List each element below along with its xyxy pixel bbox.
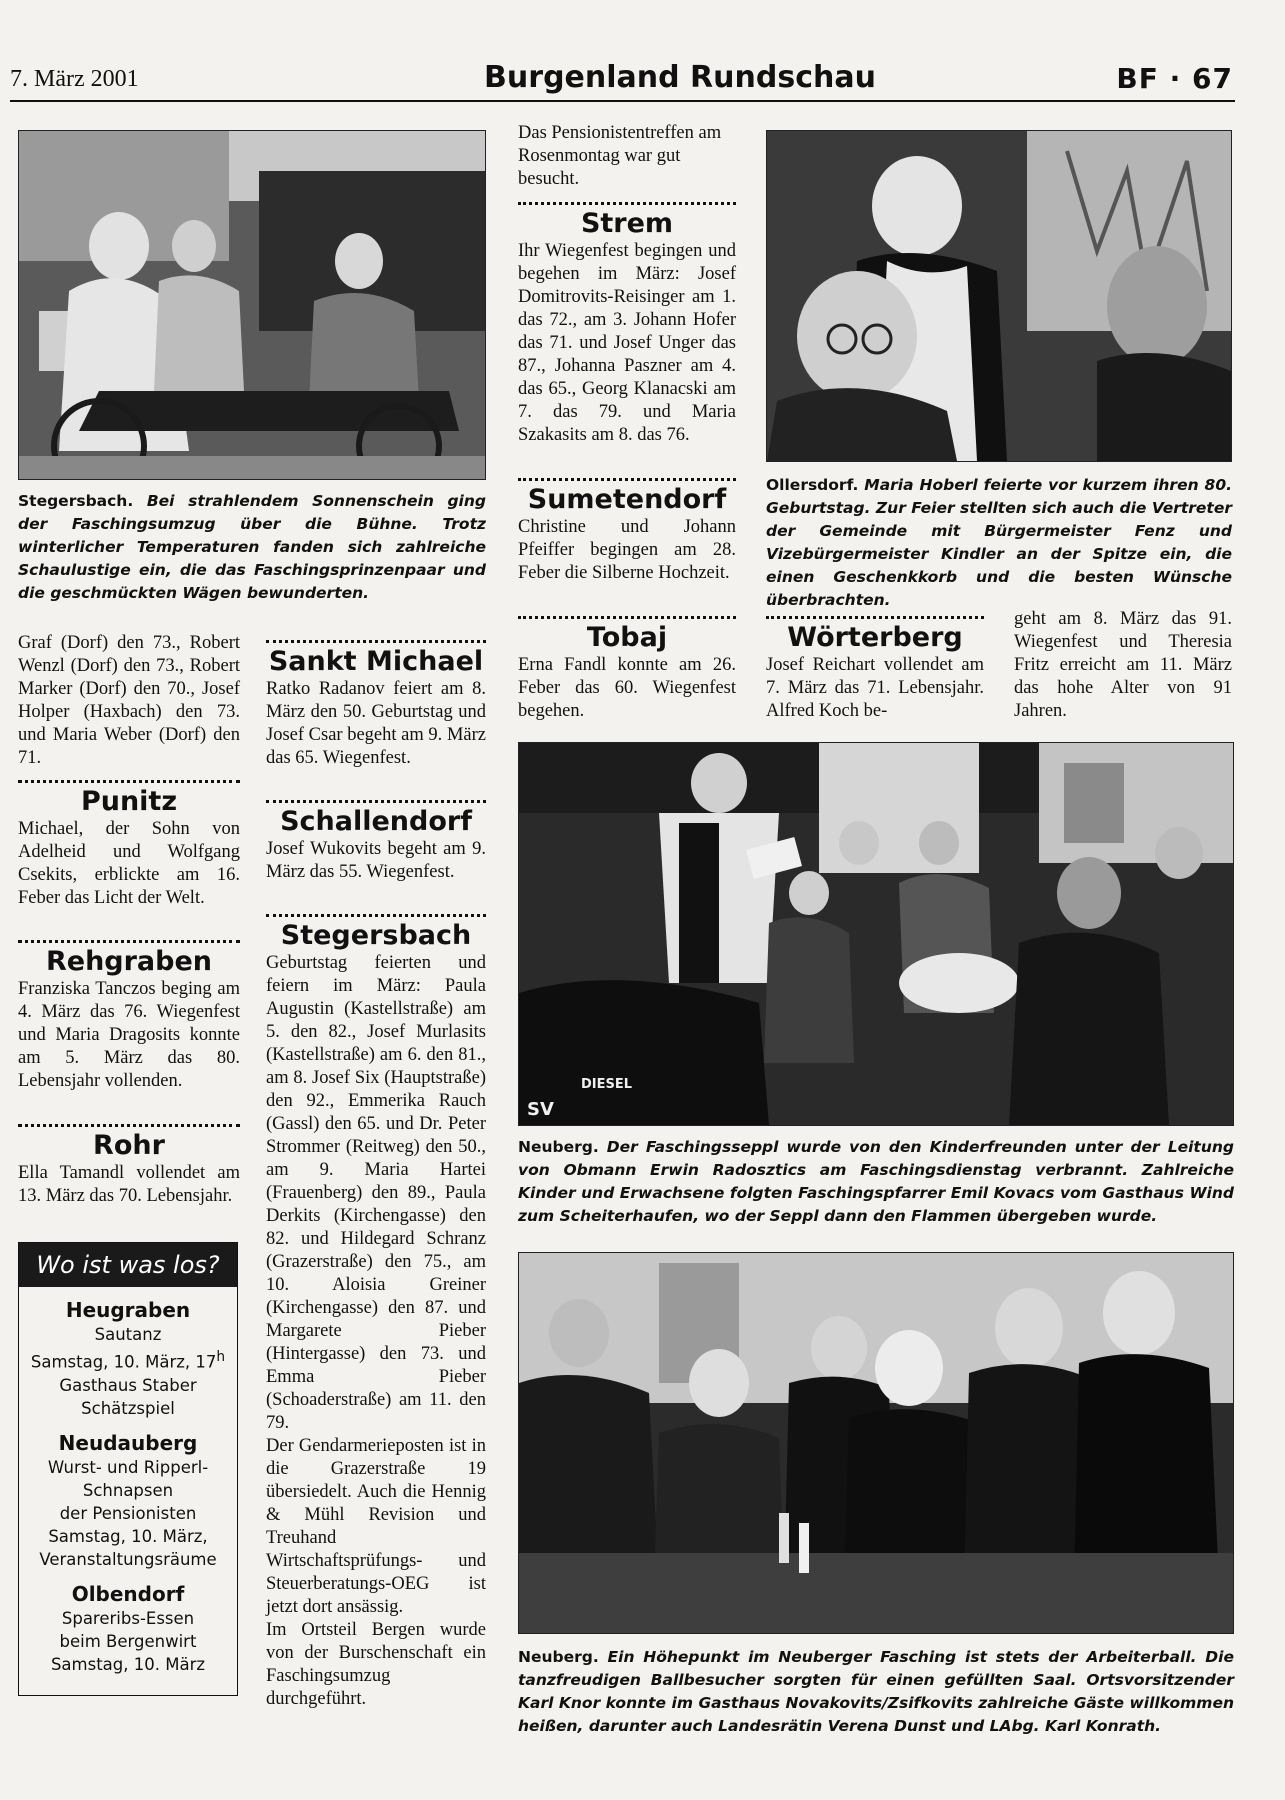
divider — [18, 780, 240, 783]
event-line: Samstag, 10. März — [50, 1654, 206, 1674]
header-rule — [10, 100, 1235, 102]
divider — [518, 478, 736, 481]
caption-text: Maria Hoberl feierte vor kurzem ihren 80. Geburtstag. Zur Feier stellten sich auch die Vertreter der Gemeinde mit Bürgermeister Fenz und Vizebürgermeister Kindler an der Spitze ein, die einen Geschenkkorb und die besten Wünsche überbrachten. — [766, 476, 1232, 609]
text-tobaj: Erna Fandl konnte am 26. Feber das 60. Wiegenfest begehen. — [518, 655, 736, 721]
caption-text: Ein Höhepunkt im Neuberger Fasching ist stets der Arbeiterball. Die tanzfreudigen Ballbesucher sorgten für einen gefüllten Saal. Ortsvorsitzender Karl Knor konnte im Gasthaus Novakovits/Zsifkovits zahlreiche Gäste willkommen heißen, darunter auch Landesrätin Verena Dunst und LAbg. Karl Konrath. — [518, 1648, 1234, 1735]
heading-schallendorf: Schallendorf — [280, 806, 472, 837]
col1-intro: Graf (Dorf) den 73., Robert Wenzl (Dorf) den 73., Robert Marker (Dorf) den 70., Josef Holper (Haxbach) den 73. und Maria Weber (Dorf) den 71. — [18, 633, 240, 768]
heading-tobaj: Tobaj — [586, 622, 668, 653]
event-line: Samstag, 10. März, — [48, 1526, 208, 1546]
caption-place: Neuberg. — [518, 1648, 599, 1666]
caption-ollersdorf — [766, 474, 1232, 612]
heading-rohr: Rohr — [93, 1130, 165, 1161]
divider — [266, 800, 486, 803]
events-box — [18, 1242, 238, 1696]
text-stegersbach-bergen: Im Ortsteil Bergen wurde von der Burschenschaft ein Faschingsumzug durchgeführt. — [266, 1620, 486, 1709]
event-time-unit: h — [216, 1349, 226, 1365]
caption-place: Stegersbach. — [18, 492, 134, 510]
text-sankt-michael: Ratko Radanov feiert am 8. März den 50. Geburtstag und Josef Csar begeht am 9. März das 65. Wiegenfest. — [266, 679, 486, 768]
photo-carriage — [18, 130, 486, 480]
event-line: beim Bergenwirt — [59, 1631, 197, 1651]
text-stegersbach-birthdays: Geburtstag feierten und feiern im März: Paula Augustin (Kastellstraße) am 5. den 82., Josef Murlasits (Kastellstraße) am 6. den 81., am 8. Josef Six (Hauptstraße) den 92., Emmerika Rauch (Gassl) den 65. und Dr. Peter Strommer (Reitweg) den 50., am 9. Maria Hartei (Frauenberg) den 89., Paula Derkits (Kirchengasse) den 82. und Hildegard Schranz (Grazerstraße) den 75., am 10. Aloisia Greiner (Kirchengasse) den 87. und Margarete Pieber (Hintergasse) den 73. und Emma Pieber (Schoaderstraße) am 11. den 79. — [266, 953, 486, 1433]
events-box-title: Wo ist was los? — [19, 1243, 237, 1287]
event-place-heugraben: Heugraben — [65, 1298, 191, 1322]
heading-rehgraben: Rehgraben — [45, 946, 213, 977]
text-punitz: Michael, der Sohn von Adelheid und Wolfgang Csekits, erblickte am 16. Feber das Licht der Welt. — [18, 819, 240, 908]
divider — [518, 202, 736, 205]
event-place-neudauberg: Neudauberg — [58, 1430, 198, 1455]
photo-text-sv: SV — [527, 1099, 554, 1120]
event-line — [19, 1346, 237, 1374]
issue-date: 7. März 2001 — [10, 66, 139, 92]
caption-neuberg-fasching — [518, 1136, 1234, 1228]
event-line: der Pensionisten — [59, 1503, 197, 1523]
photo-text-diesel: DIESEL — [581, 1077, 633, 1092]
event-line: Sautanz — [94, 1325, 162, 1344]
text-woerterberg: Josef Reichart vollendet am 7. März das 71. Lebensjahr. Alfred Koch be- — [766, 655, 984, 721]
text-woerterberg-cont: geht am 8. März das 91. Wiegenfest und Theresia Fritz erreicht am 11. März das hohe Alter von 91 Jahren. — [1014, 609, 1232, 721]
divider — [266, 640, 486, 643]
event-line: Schnapsen — [82, 1480, 174, 1500]
divider — [18, 940, 240, 943]
text-rohr: Ella Tamandl vollendet am 13. März das 70. Lebensjahr. — [18, 1163, 240, 1206]
divider — [266, 914, 486, 917]
text-rehgraben: Franziska Tanczos beging am 4. März das 76. Wiegenfest und Maria Dragosits konnte am 5. März das 80. Lebensjahr vollenden. — [18, 979, 240, 1091]
divider — [518, 616, 736, 619]
newspaper-title: Burgenland Rundschau — [484, 60, 876, 95]
text-schallendorf: Josef Wukovits begeht am 9. März das 55. Wiegenfest. — [266, 839, 486, 882]
heading-sankt-michael: Sankt Michael — [268, 646, 484, 677]
event-line: Wurst- und Ripperl- — [47, 1457, 209, 1477]
heading-strem: Strem — [580, 208, 674, 239]
caption-neuberg-ball — [518, 1646, 1234, 1738]
divider — [18, 1124, 240, 1127]
divider — [766, 616, 984, 619]
event-line: Gasthaus Staber — [59, 1375, 197, 1395]
caption-stegersbach — [18, 490, 486, 605]
heading-woerterberg: Wörterberg — [787, 622, 963, 653]
page-number: BF · 67 — [1116, 62, 1233, 95]
event-time: Samstag, 10. März, 17 — [30, 1352, 217, 1372]
photo-neuberg-ball — [518, 1252, 1234, 1634]
event-line: Spareribs-Essen — [61, 1608, 195, 1628]
text-strem: Ihr Wiegenfest begingen und begehen im März: Josef Domitrovits-Reisinger am 1. das 72., am 3. Johann Hofer das 71. und Josef Unger das 87., Johanna Paszner am 4. das 65., Georg Klanacski am 7. das 79. und Maria Szakasits am 8. das 76. — [518, 241, 736, 445]
caption-place: Ollersdorf. — [766, 476, 859, 494]
heading-punitz: Punitz — [80, 786, 178, 817]
heading-sumetendorf: Sumetendorf — [527, 484, 727, 515]
heading-stegersbach: Stegersbach — [280, 920, 472, 951]
text-sumetendorf: Christine und Johann Pfeiffer begingen am 28. Feber die Silberne Hochzeit. — [518, 517, 736, 583]
caption-text: Bei strahlendem Sonnenschein ging der Faschingsumzug über die Bühne. Trotz winterlicher Temperaturen fanden sich zahlreiche Schaulustige ein, die das Faschingsprinzenpaar und die geschmückten Wägen bewunderten. — [18, 492, 486, 602]
event-line: Veranstaltungsräume — [39, 1549, 217, 1569]
caption-text: Der Faschingsseppl wurde von den Kinderfreunden unter der Leitung von Obmann Erwin Radosztics am Faschingsdienstag verbrannt. Zahlreiche Kinder und Erwachsene folgten Faschingspfarrer Emil Kovacs vom Gasthaus Wind zum Scheiterhaufen, wo der Seppl dann den Flammen übergeben wurde. — [518, 1138, 1234, 1225]
text-stegersbach-gendarmerie: Der Gendarmerieposten ist in die Grazerstraße 19 übersiedelt. Auch die Hennig & Mühl Revision und Treuhand Wirtschaftsprüfungs- und Steuerberatungs-OEG ist jetzt dort ansässig. — [266, 1436, 486, 1617]
photo-ollersdorf — [766, 130, 1232, 462]
event-line: Schätzspiel — [81, 1398, 175, 1418]
caption-place: Neuberg. — [518, 1138, 599, 1156]
col3-intro: Das Pensionistentreffen am Rosenmontag war gut besucht. — [518, 123, 722, 189]
event-place-olbendorf: Olbendorf — [71, 1581, 185, 1606]
text-stegersbach — [266, 952, 486, 1711]
photo-neuberg-fasching — [518, 742, 1234, 1126]
